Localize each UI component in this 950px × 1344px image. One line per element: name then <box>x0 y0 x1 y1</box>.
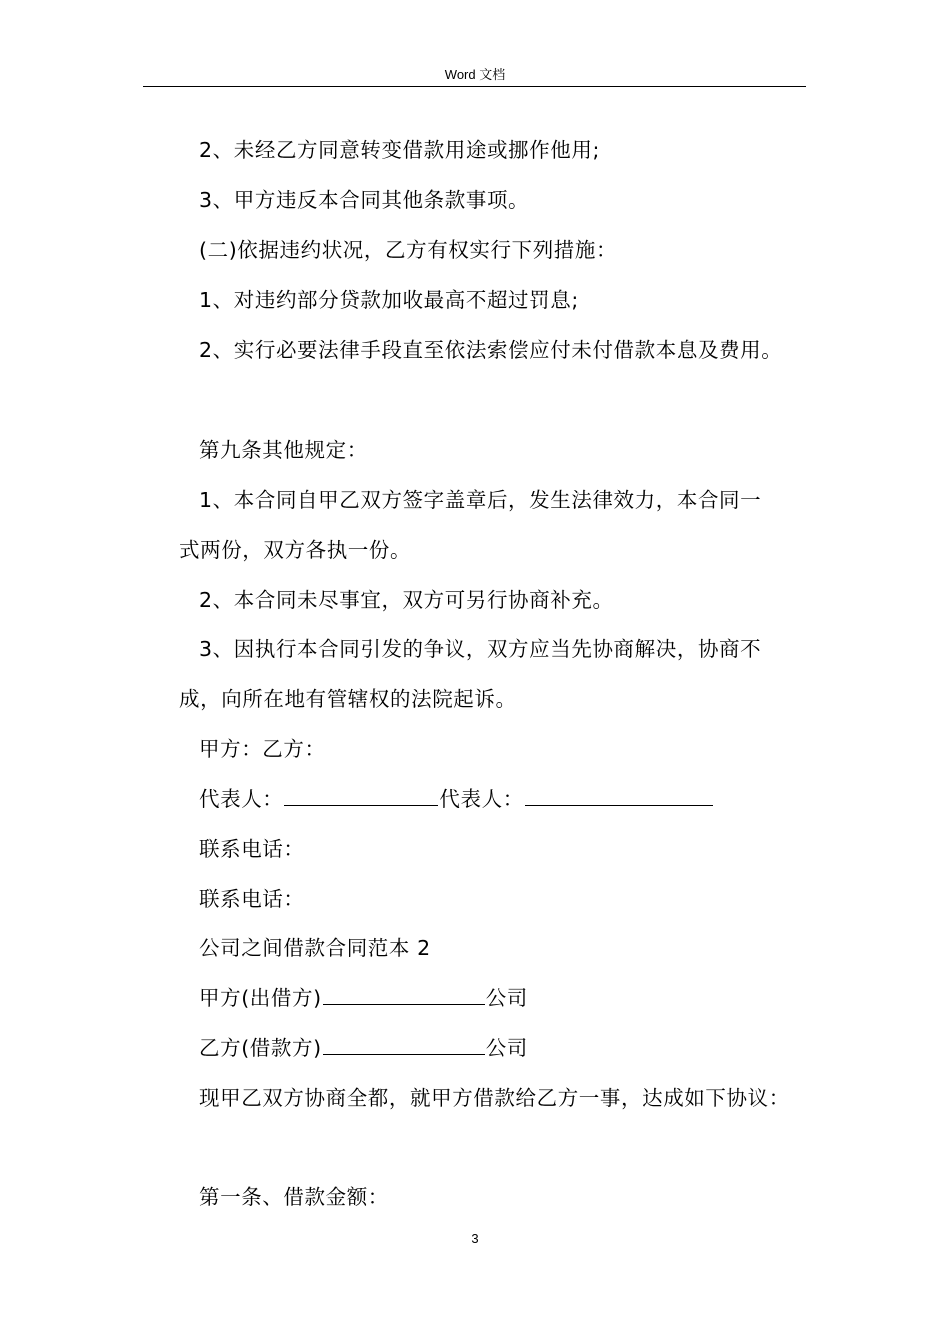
borrower-label: 乙方(借款方) <box>199 1036 322 1060</box>
paragraph-line: 3、因执行本合同引发的争议，双方应当先协商解决，协商不 <box>199 637 762 661</box>
borrower-suffix: 公司 <box>485 1036 528 1060</box>
party-labels: 甲方：乙方： <box>199 737 326 761</box>
lender-blank <box>323 984 485 1005</box>
paragraph-line: 1、本合同自甲乙双方签字盖章后，发生法律效力，本合同一 <box>199 488 762 512</box>
paragraph-line: 成，向所在地有管辖权的法院起诉。 <box>179 687 517 711</box>
paragraph-line: 式两份，双方各执一份。 <box>179 538 412 562</box>
paragraph-line: 2、未经乙方同意转变借款用途或挪作他用; <box>199 138 600 162</box>
representative-label-a: 代表人： <box>199 787 284 811</box>
section-heading: 第一条、借款金额： <box>199 1185 389 1209</box>
paragraph-line: 1、对违约部分贷款加收最高不超过罚息; <box>199 288 579 312</box>
page-number: 3 <box>471 1231 479 1246</box>
representative-blank-b <box>525 785 713 806</box>
lender-line <box>199 984 528 1012</box>
paragraph-line: 3、甲方违反本合同其他条款事项。 <box>199 188 530 212</box>
lender-suffix: 公司 <box>485 986 528 1010</box>
contract-title: 公司之间借款合同范本 2 <box>199 936 431 960</box>
representative-label-b: 代表人： <box>439 787 524 811</box>
representative-blank-a <box>284 785 438 806</box>
lender-label: 甲方(出借方) <box>199 986 322 1010</box>
paragraph-line: 2、本合同未尽事宜，双方可另行协商补充。 <box>199 588 614 612</box>
representative-line <box>199 785 714 813</box>
borrower-line <box>199 1034 528 1062</box>
header-divider <box>143 86 806 87</box>
paragraph-line: (二)依据违约状况，乙方有权实行下列措施： <box>199 238 618 262</box>
borrower-blank <box>323 1034 485 1055</box>
paragraph-line: 2、实行必要法律手段直至依法索偿应付未付借款本息及费用。 <box>199 338 783 362</box>
contact-phone-line: 联系电话： <box>199 837 305 861</box>
section-heading: 第九条其他规定： <box>199 438 368 462</box>
paragraph-line: 现甲乙双方协商全都，就甲方借款给乙方一事，达成如下协议： <box>199 1086 790 1110</box>
header-title: Word 文档 <box>444 67 506 82</box>
contact-phone-line: 联系电话： <box>199 887 305 911</box>
